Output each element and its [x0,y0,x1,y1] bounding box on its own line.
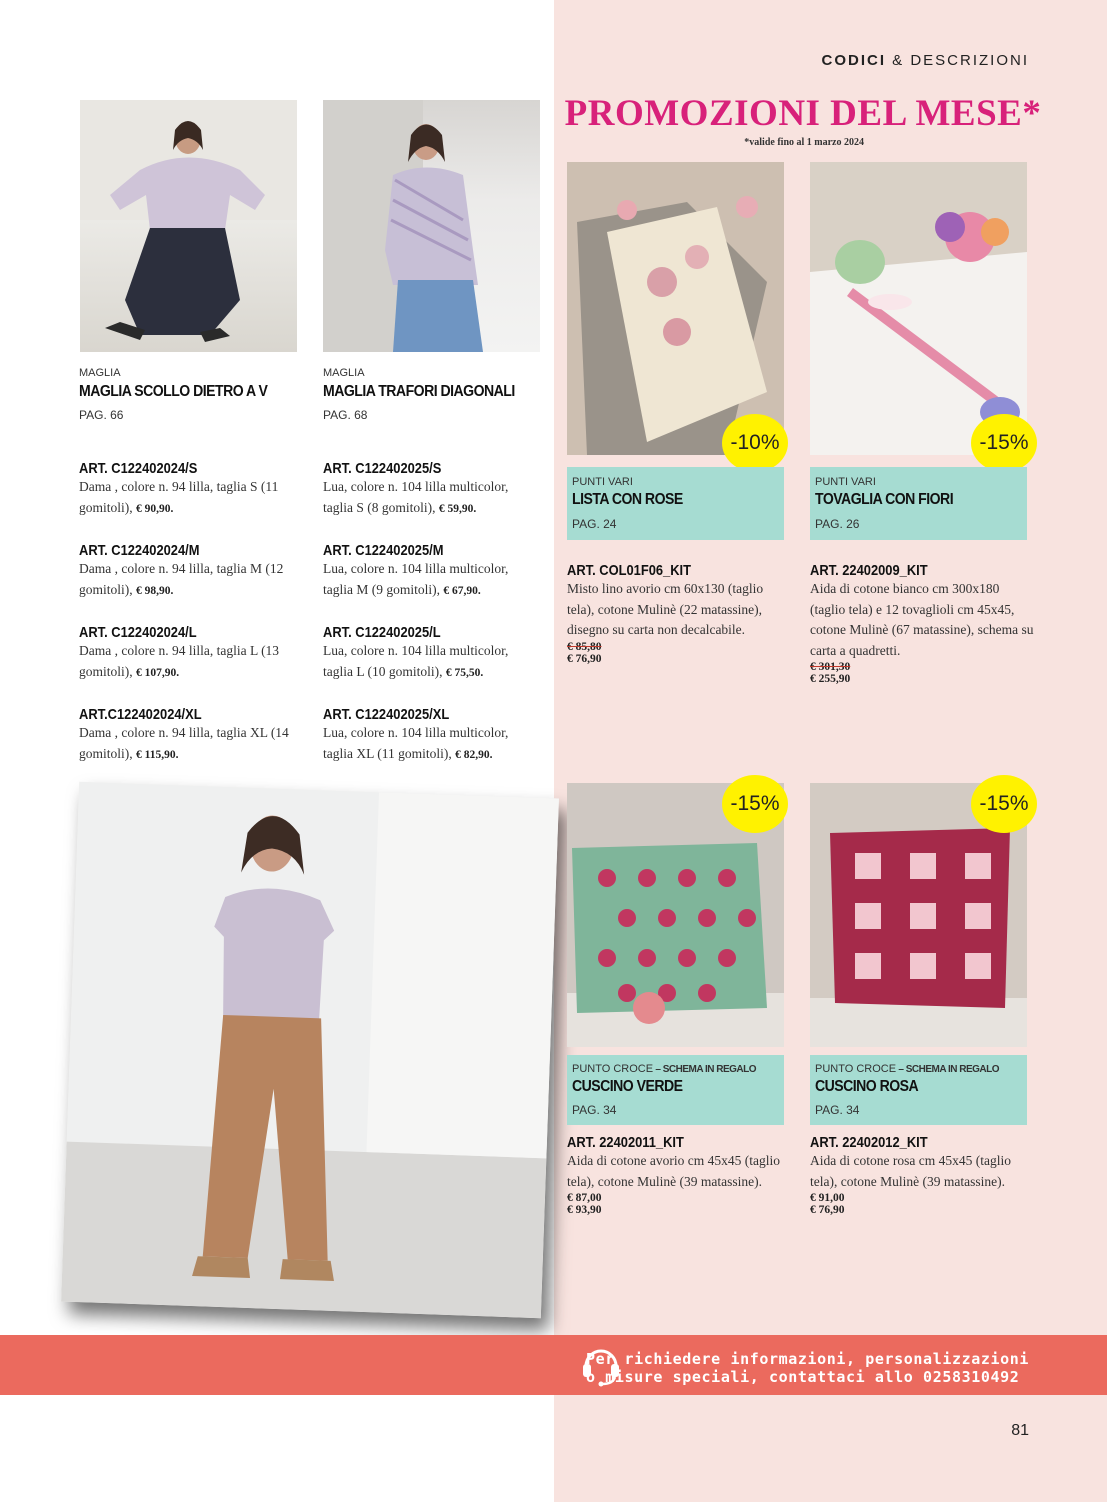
article-description: Lua, colore n. 104 lilla multicolor, taglia L (10 gomitoli), € 75,50. [323,643,509,679]
article-code: ART. COL01F06_KIT [567,562,692,579]
new-price: € 76,90 [810,1204,845,1216]
product-page-ref: PAG. 34 [815,1103,860,1117]
promo-title: PROMOZIONI DEL MESE* [564,93,1042,134]
article-code: ART. C122402025/L [323,624,441,641]
discount-badge: -15% [971,414,1037,472]
contact-text: Per richiedere informazioni, personalizzazioni o misure speciali, contattaci allo 0258310492 [585,1350,1029,1386]
product-category: MAGLIA [323,367,365,379]
product-name: MAGLIA TRAFORI DIAGONALI [323,383,515,400]
article-code: ART. 22402012_KIT [810,1134,928,1151]
product-category: PUNTO CROCE – SCHEMA IN REGALO [815,1063,1000,1075]
article-description: Misto lino avorio cm 60x130 (taglio tela), cotone Mulinè (22 matassine), disegno su carta non decalcabile. [567,581,764,637]
article-description: Dama , colore n. 94 lilla, taglia L (13 gomitoli), € 107,90. [79,643,280,679]
article-description: Dama , colore n. 94 lilla, taglia XL (14 gomitoli), € 115,90. [79,725,289,761]
product-category: MAGLIA [79,367,121,379]
product-photo-maglia-trafori [323,100,540,352]
product-label-box [567,467,784,540]
article-block [323,624,538,683]
old-price: € 85,80 [567,640,602,653]
old-price: € 91,00 [810,1192,845,1204]
promo-subtitle: *valide fino al 1 marzo 2024 [744,137,864,148]
article-block [79,624,301,683]
discount-badge: -15% [971,775,1037,833]
new-price: € 93,90 [567,1204,602,1216]
article-code: ART. C122402024/L [79,624,197,641]
article-block [567,562,792,665]
article-code: ART. C122402024/M [79,542,200,559]
product-name: LISTA CON ROSE [572,491,683,508]
new-price: € 76,90 [567,652,602,665]
product-label-box [810,1055,1027,1125]
article-code: ART. C122402025/S [323,460,442,477]
product-name: MAGLIA SCOLLO DIETRO A V [79,383,268,400]
article-block [79,542,301,601]
article-block [79,460,301,519]
product-label-box [567,1055,784,1125]
article-code: ART. 22402009_KIT [810,562,928,579]
article-code: ART. 22402011_KIT [567,1134,684,1151]
article-block [810,562,1035,685]
article-code: ART. C122402025/XL [323,706,450,723]
article-description: Lua, colore n. 104 lilla multicolor, taglia S (8 gomitoli), € 59,90. [323,479,509,515]
article-block [323,706,538,765]
product-name: TOVAGLIA CON FIORI [815,491,954,508]
article-block [567,1134,792,1216]
section-header: CODICI & DESCRIZIONI [821,52,1029,69]
article-description: Aida di cotone rosa cm 45x45 (taglio tela), cotone Mulinè (39 matassine). [810,1153,1011,1189]
discount-badge: -15% [722,775,788,833]
page-number: 81 [1011,1422,1029,1439]
article-block [323,542,538,601]
product-page-ref: PAG. 24 [572,517,617,531]
article-block [79,706,301,765]
article-code: ART. C122402025/M [323,542,444,559]
article-code: ART. C122402024/S [79,460,198,477]
product-photo-maglia-scollo [80,100,297,352]
product-page-ref: PAG. 26 [815,517,860,531]
new-price: € 255,90 [810,673,851,685]
article-description: Lua, colore n. 104 lilla multicolor, taglia XL (11 gomitoli), € 82,90. [323,725,509,761]
article-description: Dama , colore n. 94 lilla, taglia S (11 gomitoli), € 90,90. [79,479,279,515]
product-photo-tovaglia-fiori [810,162,1027,455]
article-block [323,460,538,519]
article-code: ART.C122402024/XL [79,706,202,723]
article-description: Lua, colore n. 104 lilla multicolor, taglia M (9 gomitoli), € 67,90. [323,561,509,597]
article-description: Aida di cotone avorio cm 45x45 (taglio tela), cotone Mulinè (39 matassine). [567,1153,780,1189]
product-page-ref: PAG. 34 [572,1103,617,1117]
discount-badge: -10% [722,414,788,472]
article-description: Aida di cotone bianco cm 300x180 (taglio tela) e 12 tovaglioli cm 45x45, cotone Mulinè (67 matassine), schema su carta a quadretti. [810,581,1034,658]
product-category: PUNTO CROCE – SCHEMA IN REGALO [572,1063,757,1075]
product-photo-lista-rose [567,162,784,455]
product-page-ref: PAG. 68 [323,408,368,422]
featured-photo [70,790,550,1310]
product-page-ref: PAG. 66 [79,408,124,422]
product-name: CUSCINO ROSA [815,1078,919,1095]
product-category: PUNTI VARI [572,476,633,488]
old-price: € 301,30 [810,661,851,673]
product-name: CUSCINO VERDE [572,1078,683,1095]
product-category: PUNTI VARI [815,476,876,488]
article-block [810,1134,1035,1216]
old-price: € 87,00 [567,1192,602,1204]
article-description: Dama , colore n. 94 lilla, taglia M (12 gomitoli), € 98,90. [79,561,284,597]
product-label-box [810,467,1027,540]
